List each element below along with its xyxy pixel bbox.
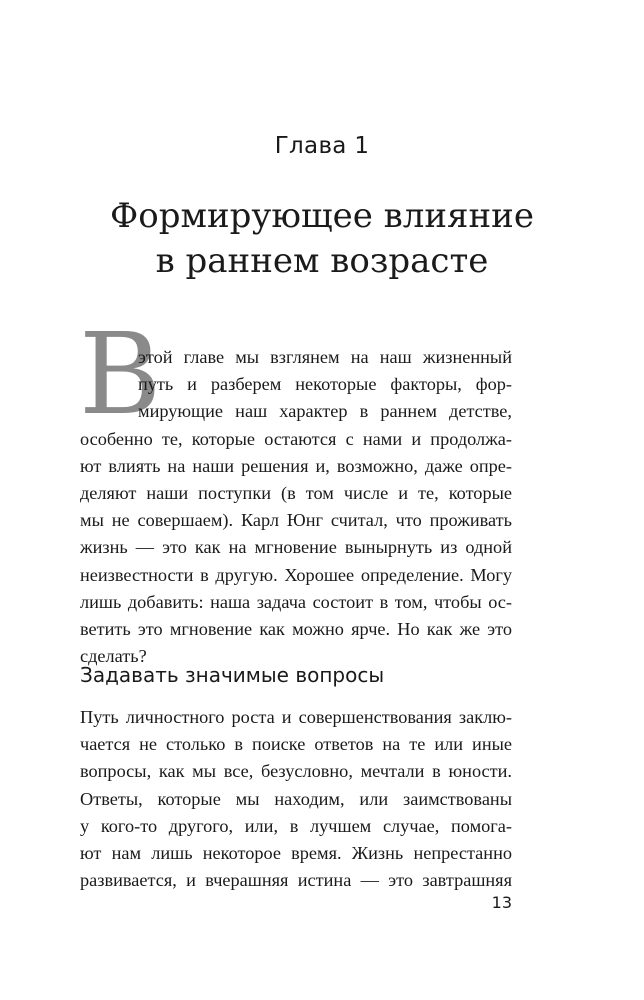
drop-cap: В <box>79 310 162 440</box>
text-line: неизвестности в другую. Хорошее определение. Могу <box>80 564 512 585</box>
text-line: Ответы, которые мы находим, или заимствованы <box>80 788 512 809</box>
text-line: этой главе мы взглянем на наш жизненный <box>138 347 512 367</box>
text-line: чается не столько в поиске ответов на те или иные <box>80 734 512 755</box>
text-line: ветить это мгновение как можно ярче. Но как же это <box>80 618 512 639</box>
text-line: мы не совершаем). Карл Юнг считал, что проживать <box>80 510 512 531</box>
text-line: мирующие наш характер в раннем детстве, <box>138 401 512 422</box>
text-line: деляют наши поступки (в том числе и те, которые <box>80 482 512 503</box>
text-line: ют влиять на наши решения и, возможно, даже опре- <box>80 455 512 476</box>
text-line: путь и разберем некоторые факторы, фор- <box>138 374 512 395</box>
paragraph-intro <box>80 344 512 670</box>
text-line: ют нам лишь некоторое время. Жизнь непрестанно <box>80 842 512 863</box>
chapter-title <box>0 194 644 284</box>
text-line: сделать? <box>80 646 147 667</box>
section-heading: Задавать значимые вопросы <box>80 663 385 687</box>
chapter-label: Глава 1 <box>274 133 370 159</box>
paragraph-section <box>80 704 512 894</box>
text-line: развивается, и вчерашняя истина — это завтрашняя <box>80 870 512 891</box>
text-line: жизнь — это как на мгновение вынырнуть из одной <box>80 537 512 558</box>
chapter-title-line: Формирующее влияние <box>110 196 534 236</box>
text-line: вопросы, как мы все, безусловно, мечтали в юности. <box>80 761 512 782</box>
page-number: 13 <box>491 893 512 912</box>
text-line: особенно те, которые остаются с нами и продолжа- <box>80 428 512 449</box>
text-line: у кого-то другого, или, в лучшем случае, помога- <box>80 815 512 836</box>
text-line: лишь добавить: наша задача состоит в том, чтобы ос- <box>80 591 512 612</box>
text-line: Путь личностного роста и совершенствования заклю- <box>80 707 512 727</box>
chapter-title-line: в раннем возрасте <box>155 241 489 281</box>
